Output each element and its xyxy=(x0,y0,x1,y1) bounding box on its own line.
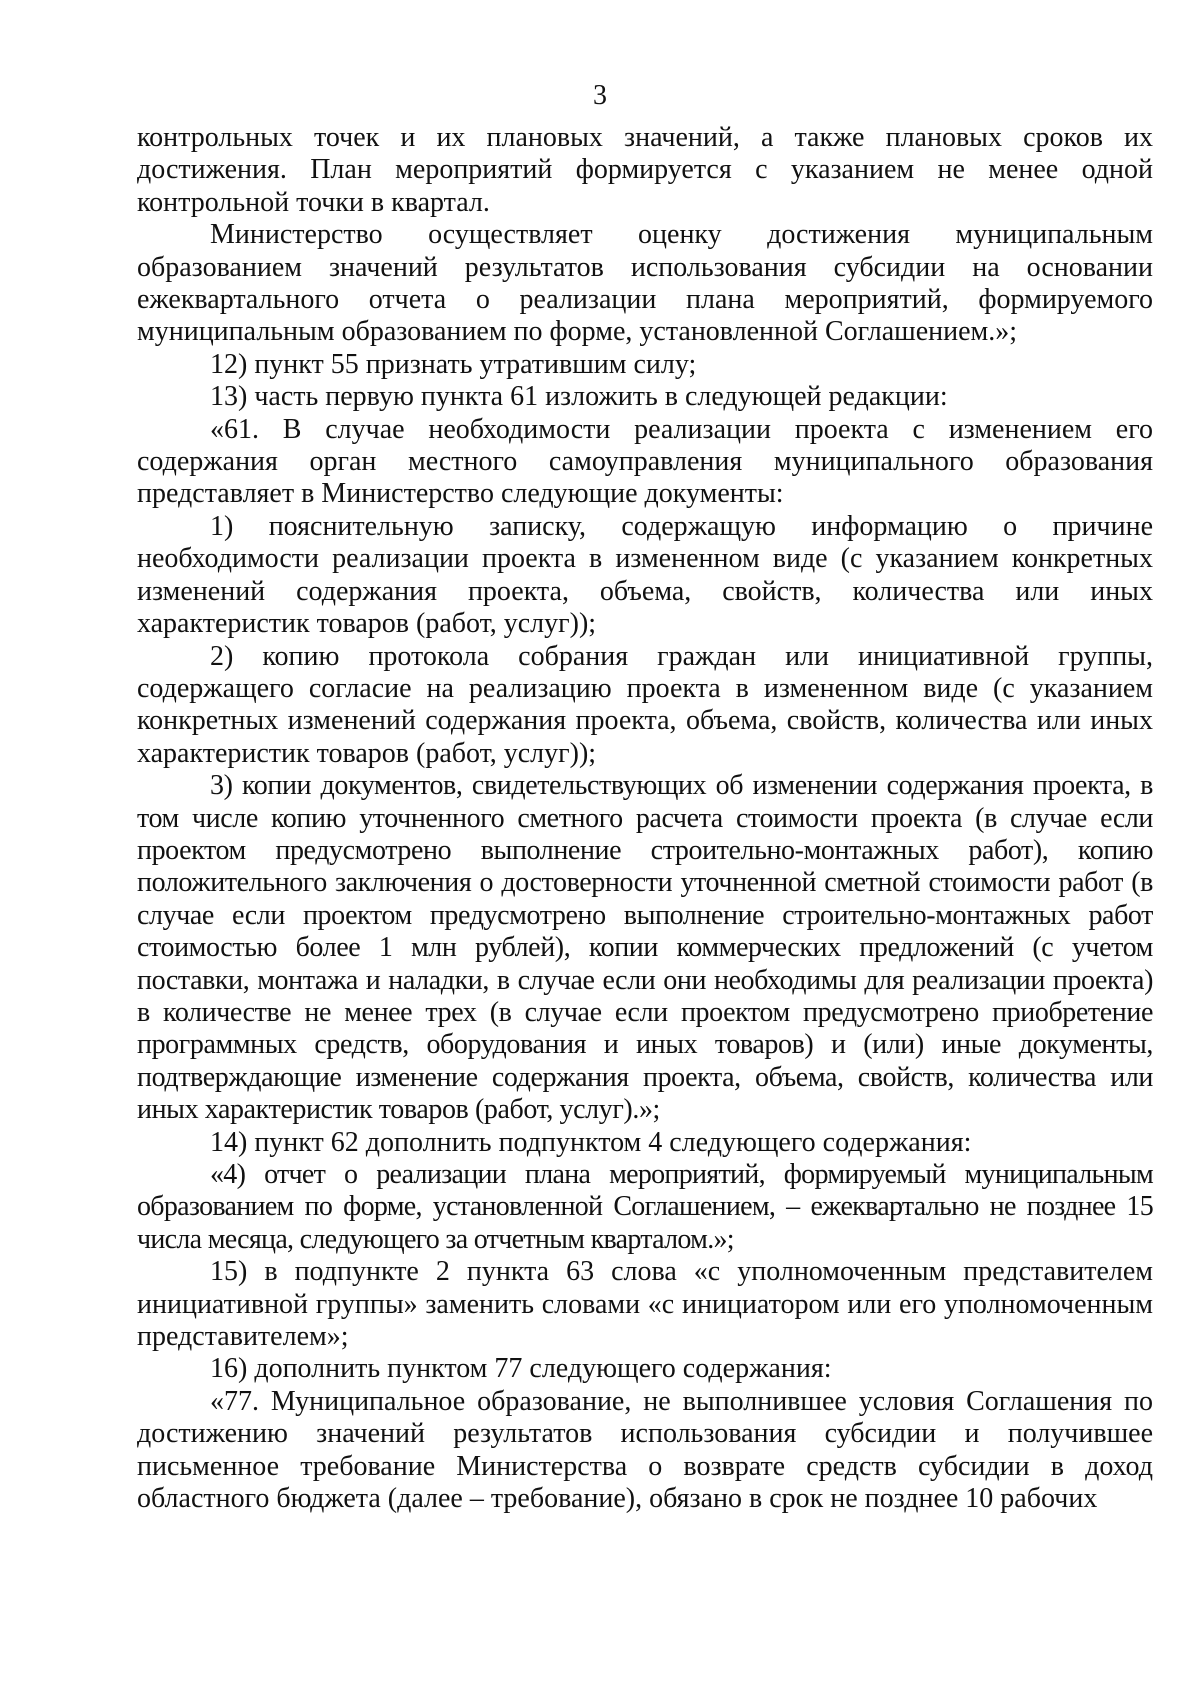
paragraph-item-16: 16) дополнить пунктом 77 следующего содержания: xyxy=(210,1353,832,1385)
document-body xyxy=(137,122,1153,1515)
paragraph-item-13: 13) часть первую пункта 61 изложить в следующей редакции: xyxy=(210,381,948,413)
paragraph-subitem-2: 2) копию протокола собрания граждан или инициативной группы, содержащего согласие на реализацию проекта в измененном виде (с указанием конкретных изменений содержания проекта, объема, свойств, количества или иных характеристик товаров (работ, услуг)); xyxy=(137,640,1153,769)
paragraph-item-14: 14) пункт 62 дополнить подпунктом 4 следующего содержания: xyxy=(210,1126,972,1158)
paragraph-subitem-3: 3) копии документов, свидетельствующих об изменении содержания проекта, в том числе копию уточненного сметного расчета стоимости проекта (в случае если проектом предусмотрено выполнение строительно-монтажных работ), копию положительного заключения о достоверности уточненной сметной стоимости работ (в случае если проектом предусмотрено выполнение строительно-монтажных работ стоимостью более 1 млн рублей), копии коммерческих предложений (с учетом поставки, монтажа и наладки, в случае если они необходимы для реализации проекта) в количестве не менее трех (в случае если проектом предусмотрено приобретение программных средств, оборудования и иных товаров) и (или) иные документы, подтверждающие изменение содержания проекта, объема, свойств, количества или иных характеристик товаров (работ, услуг).»; xyxy=(137,770,1153,1126)
page-number: 3 xyxy=(593,80,607,111)
paragraph-subitem-4: «4) отчет о реализации плана мероприятий, формируемый муниципальным образованием по форме, установленной Соглашением, – ежеквартально не позднее 15 числа месяца, следующего за отчетным кварталом.»; xyxy=(137,1159,1153,1255)
paragraph-item-15: 15) в подпункте 2 пункта 63 слова «с уполномоченным представителем инициативной группы» заменить словами «с инициатором или его уполномоченным представителем»; xyxy=(137,1256,1153,1353)
paragraph-continuation: контрольных точек и их плановых значений, а также плановых сроков их достижения. План мероприятий формируется с указанием не менее одной контрольной точки в квартал. xyxy=(137,122,1153,218)
paragraph-subitem-1: 1) пояснительную записку, содержащую информацию о причине необходимости реализации проекта в измененном виде (с указанием конкретных изменений содержания проекта, объема, свойств, количества или иных характеристик товаров (работ, услуг)); xyxy=(137,510,1153,640)
paragraph-clause-77: «77. Муниципальное образование, не выполнившее условия Соглашения по достижению значений результатов использования субсидии и получившее письменное требование Министерства о возврате средств субсидии в доход областного бюджета (далее – требование), обязано в срок не позднее 10 рабочих xyxy=(137,1385,1153,1515)
paragraph-ministry-assessment: Министерство осуществляет оценку достижения муниципальным образованием значений результатов использования субсидии на основании ежеквартального отчета о реализации плана мероприятий, формируемого муниципальным образованием по форме, установленной Соглашением.»; xyxy=(137,219,1153,348)
paragraph-item-12: 12) пункт 55 признать утратившим силу; xyxy=(210,348,697,380)
paragraph-clause-61: «61. В случае необходимости реализации проекта с изменением его содержания орган местного самоуправления муниципального образования представляет в Министерство следующие документы: xyxy=(137,413,1153,510)
